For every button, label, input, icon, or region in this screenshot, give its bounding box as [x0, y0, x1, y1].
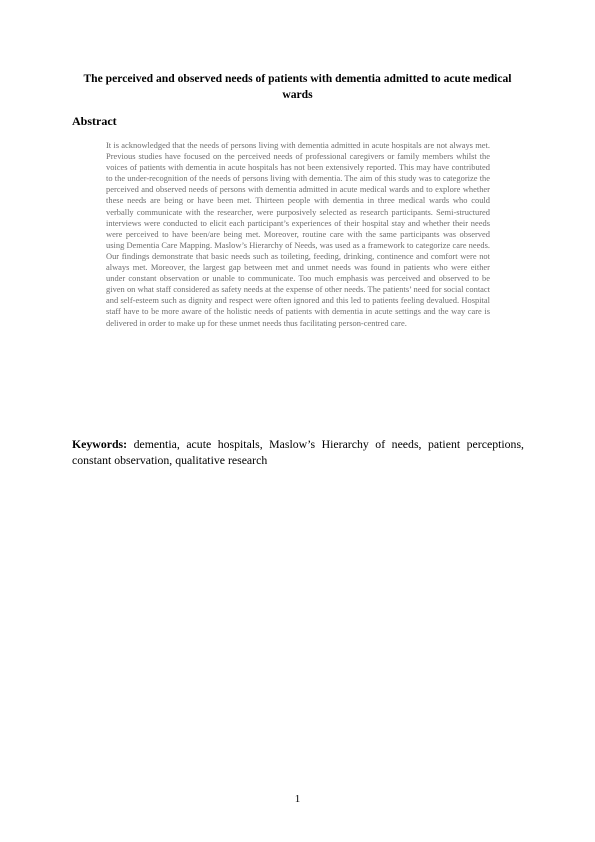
paper-title: The perceived and observed needs of patients with dementia admitted to acute medical wards — [83, 72, 512, 101]
page-number: 1 — [294, 793, 301, 805]
keywords-section — [72, 437, 524, 468]
abstract-heading: Abstract — [72, 114, 117, 128]
keywords-label: Keywords: — [72, 437, 128, 451]
abstract-body — [106, 140, 490, 329]
abstract-paragraph: It is acknowledged that the needs of persons living with dementia admitted in acute hospitals are not always met. Previous studies have focused on the perceived needs of professional caregivers or family members whilst the voices of patients with dementia in acute hospitals has not been extensively reported. This may have contributed to the under-recognition of the needs of persons living with dementia. The aim of this study was to categorize the perceived and observed needs of persons with dementia admitted in acute medical wards and to explore whether these needs are being or have been met. Thirteen people with dementia in three medical wards who could verbally communicate with the researcher, were purposively selected as research participants. Semi-structured interviews were conducted to elicit each participant’s experiences of their hospital stay and whether their needs were perceived to have been/are being met. Moreover, routine care with the same participants was observed using Dementia Care Mapping. Maslow’s Hierarchy of Needs, was used as a framework to categorize care needs. Our findings demonstrate that basic needs such as toileting, feeding, drinking, continence and comfort were not always met. Moreover, the largest gap between met and unmet needs was found in patients who were either under constant observation or unable to communicate. Too much emphasis was perceived and observed to be given on what staff considered as safety needs at the expense of other needs. The patients’ need for social contact and self-esteem such as dignity and respect were often ignored and this led to patients feeling devalued. Hospital staff have to be more aware of the holistic needs of patients with dementia in acute settings and the way care is delivered in order to make up for these unmet needs thus facilitating person-centred care. — [106, 140, 490, 328]
keywords-list: dementia, acute hospitals, Maslow’s Hierarchy of needs, patient perceptions, constant observation, qualitative research — [72, 437, 524, 467]
